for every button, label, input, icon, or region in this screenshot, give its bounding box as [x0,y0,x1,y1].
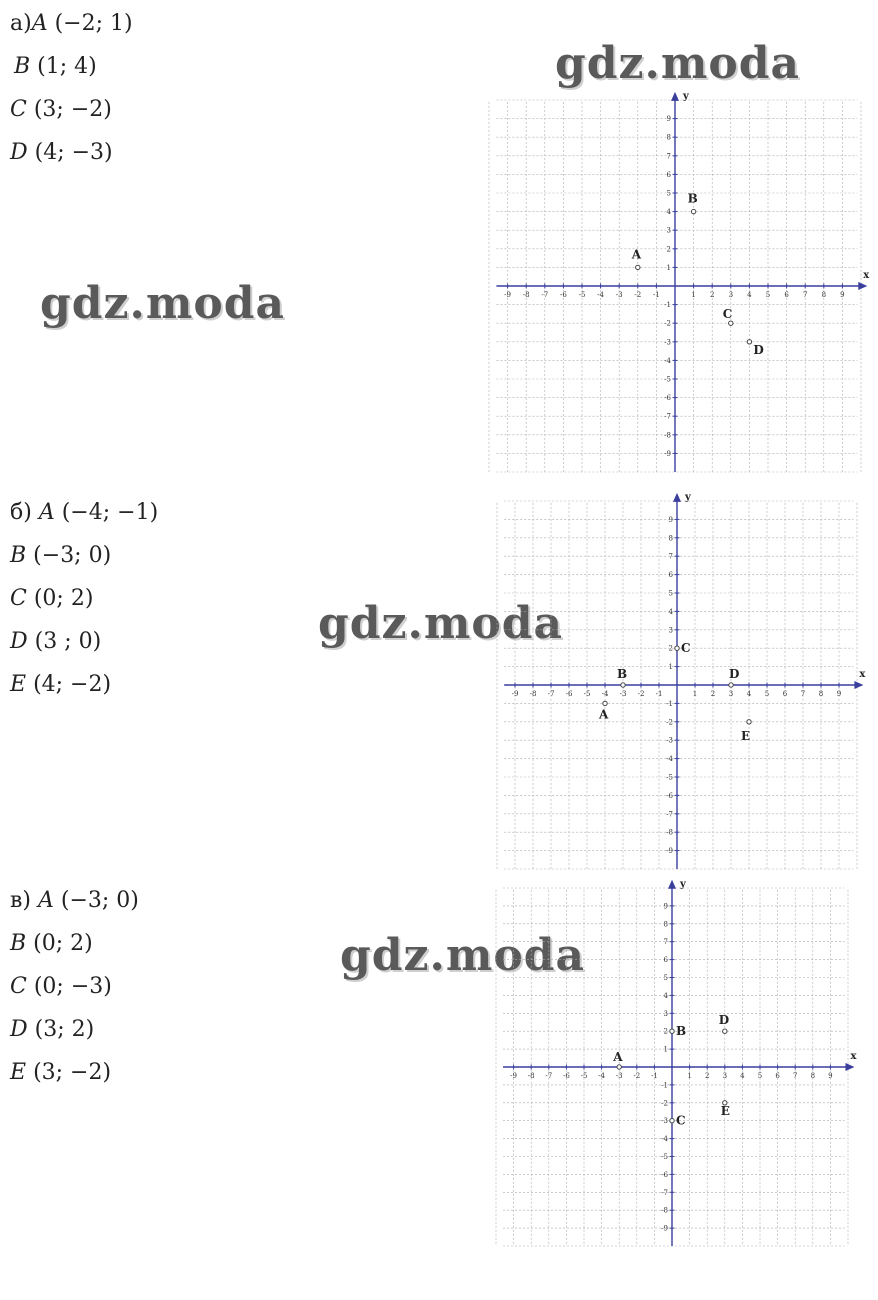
y-tick-label: 6 [666,170,671,179]
coord-line [10,663,158,706]
coord-line [10,2,133,45]
point-c [670,1119,674,1123]
x-tick-label: -3 [615,1072,623,1080]
point-label-e: E [720,1103,730,1118]
y-tick-label: 1 [668,663,673,672]
y-tick-label: 5 [668,589,673,598]
point-name: D [10,629,28,654]
coord-line [10,1008,139,1051]
y-tick-label: 3 [666,226,671,235]
y-tick-label: -6 [664,394,671,403]
point-label-c: C [676,1113,686,1128]
y-tick-label: 2 [668,644,673,653]
y-axis-label: y [685,491,691,503]
x-tick-label: -7 [547,690,555,698]
x-tick-label: 6 [784,291,789,299]
y-axis-arrow [671,92,679,101]
x-tick-label: -6 [562,1072,570,1080]
x-tick-label: 9 [828,1072,833,1080]
x-tick-label: -5 [580,1072,588,1080]
y-tick-label: 5 [666,189,671,198]
y-tick-label: 9 [663,902,668,911]
x-tick-label: 6 [782,690,788,698]
x-tick-label: 4 [740,1072,745,1080]
coord-value: (3; 2) [34,1017,95,1042]
coord-value: (−3; 0) [33,543,112,568]
y-tick-label: 8 [668,534,673,543]
coord-line [10,620,158,663]
coord-line [10,491,158,534]
y-tick-label: 6 [668,571,673,580]
point-label-c: C [722,307,733,322]
x-tick-label: 5 [764,690,770,698]
coord-line [10,88,133,131]
point-label-d: D [718,1013,730,1028]
point-b [621,683,625,687]
point-d [723,1029,727,1033]
point-name: A [37,888,54,913]
y-tick-label: -6 [661,1170,668,1179]
x-tick-label: -6 [559,291,567,299]
coord-line [10,131,133,174]
y-tick-label: -3 [664,338,671,347]
section-c [0,878,878,1278]
watermark: gdz.moda [555,38,801,89]
y-tick-label: -2 [661,1099,668,1108]
x-axis-label: x [859,669,866,680]
coord-value: (3; −2) [33,97,112,122]
y-tick-label: 3 [668,626,673,635]
point-label-a: A [613,1050,623,1064]
coord-value: (0; 2) [33,586,94,611]
x-tick-label: 8 [821,291,827,299]
y-tick-label: -9 [666,847,673,856]
y-tick-label: 4 [663,991,668,1000]
coord-value: (3; −2) [33,1060,112,1085]
point-b [691,209,695,213]
y-tick-label: 4 [668,607,673,616]
y-tick-label: -5 [666,773,673,782]
point-label-d: D [753,342,764,357]
coord-value: (3 ; 0) [34,629,102,654]
y-axis-arrow [673,493,681,502]
y-tick-label: -7 [664,412,671,421]
point-name: A [38,500,55,525]
x-axis-arrow [858,282,867,290]
point-b [670,1029,674,1033]
coord-prefix: а) [10,11,32,36]
coord-line [10,534,158,577]
x-tick-label: 8 [818,690,824,698]
y-tick-label: -1 [664,301,671,310]
x-tick-label: -1 [652,291,660,299]
y-tick-label: -4 [666,755,673,764]
point-name: E [10,1060,27,1085]
y-tick-label: -3 [666,736,673,745]
coord-line [10,577,158,620]
y-tick-label: -5 [664,375,671,384]
x-tick-label: -5 [583,690,591,698]
point-name: C [10,974,27,999]
point-name: B [14,54,31,79]
y-tick-label: 6 [663,956,668,965]
coord-value: (−3; 0) [60,888,139,913]
point-label-a: A [631,247,642,262]
x-tick-label: -4 [597,291,605,299]
x-tick-label: 3 [728,291,734,299]
y-tick-label: 2 [663,1027,668,1036]
y-tick-label: -8 [664,431,671,440]
y-tick-label: 9 [668,515,673,524]
y-tick-label: 3 [663,1009,668,1018]
x-tick-label: -4 [598,1072,606,1080]
point-name: D [10,140,28,165]
coordinate-plane-c [495,878,870,1252]
point-label-b: B [617,667,628,681]
x-tick-label: 1 [692,690,698,698]
point-name: E [10,672,27,697]
coord-prefix: в) [10,888,38,913]
point-name: A [31,11,48,36]
x-tick-label: -7 [541,291,549,299]
x-tick-label: 3 [728,690,734,698]
coord-prefix: б) [10,500,39,525]
y-tick-label: 7 [668,552,673,561]
coord-value: (0; −3) [33,974,112,999]
x-tick-label: -3 [615,291,623,299]
y-tick-label: -4 [664,356,671,365]
point-a [617,1065,621,1069]
x-axis-arrow [845,1063,854,1071]
point-label-d: D [729,667,740,681]
x-tick-label: 6 [775,1072,780,1080]
y-tick-label: -2 [666,718,673,727]
x-tick-label: -6 [565,690,573,698]
x-tick-label: -4 [601,690,609,698]
point-name: C [10,97,27,122]
section-b [0,490,878,875]
x-tick-label: -2 [637,690,645,698]
coord-value: (0; 2) [33,931,93,956]
coord-line [10,922,139,965]
coord-line [10,879,139,922]
x-tick-label: 7 [792,1072,798,1080]
y-tick-label: -7 [661,1188,668,1197]
coord-value: (−2; 1) [54,11,133,36]
coordinate-plane-b [495,491,870,870]
point-a [636,265,640,269]
x-tick-label: 2 [704,1072,710,1080]
point-name: C [10,586,27,611]
y-axis-label: y [680,878,686,890]
coord-value: (−4; −1) [61,500,159,525]
y-tick-label: 1 [666,263,671,272]
point-e [747,720,751,724]
y-tick-label: 2 [666,245,671,254]
y-tick-label: 1 [663,1045,668,1054]
y-tick-label: -5 [661,1153,668,1161]
x-tick-label: 9 [836,690,842,698]
x-tick-label: -3 [619,690,627,698]
y-tick-label: -1 [666,699,673,708]
coordinate-plane-a [495,90,870,484]
coords-list-b [10,491,158,706]
y-tick-label: -7 [666,810,673,819]
point-label-b: B [676,1024,687,1039]
point-c [675,646,679,650]
x-axis-label: x [863,270,870,281]
coord-value: (1; 4) [37,54,97,79]
x-tick-label: -9 [510,1072,518,1080]
coords-list-c [10,879,139,1094]
y-tick-label: -8 [661,1206,668,1215]
coord-value: (4; −2) [33,672,112,697]
y-tick-label: -1 [661,1081,668,1090]
point-c [729,321,733,325]
x-tick-label: 5 [765,291,771,299]
x-tick-label: 4 [746,690,752,698]
y-tick-label: 8 [666,133,671,142]
y-tick-label: 9 [666,115,671,124]
x-tick-label: -7 [545,1072,553,1080]
x-tick-label: 1 [687,1072,692,1080]
y-tick-label: -4 [661,1135,668,1144]
point-d [747,340,751,344]
point-label-e: E [741,728,751,743]
coord-line [10,1051,139,1094]
x-axis-arrow [854,681,863,689]
coords-list-a [10,2,133,174]
y-tick-label: -8 [666,828,673,837]
x-tick-label: 3 [722,1072,728,1080]
watermark: gdz.moda [40,278,286,329]
x-tick-label: -8 [527,1072,535,1080]
point-d [729,683,733,687]
y-tick-label: 8 [663,920,668,929]
watermark: gdz.moda [340,930,586,981]
point-label-b: B [687,191,698,206]
y-tick-label: -9 [661,1224,668,1233]
y-tick-label: 7 [666,152,671,161]
point-name: D [10,1017,28,1042]
y-axis-label: y [683,90,689,102]
point-name: B [10,931,27,956]
x-tick-label: -9 [504,291,512,299]
point-label-c: C [681,641,691,656]
coord-value: (4; −3) [34,140,113,165]
y-tick-label: 7 [663,938,668,947]
x-tick-label: 7 [802,291,808,299]
y-tick-label: 5 [663,974,668,982]
y-tick-label: -2 [664,319,671,328]
point-label-a: A [599,707,609,722]
x-tick-label: -1 [655,690,663,698]
point-a [603,701,607,705]
watermark: gdz.moda [318,598,564,649]
x-tick-label: -2 [634,291,642,299]
x-tick-label: -1 [650,1072,658,1080]
x-tick-label: 1 [691,291,696,299]
x-tick-label: -8 [522,291,530,299]
section-a [0,0,878,490]
x-tick-label: 5 [757,1072,763,1080]
x-tick-label: -5 [578,291,586,299]
y-tick-label: -3 [661,1117,668,1126]
y-axis-arrow [668,880,676,889]
x-tick-label: 9 [840,291,845,299]
x-axis-label: x [850,1051,857,1062]
x-tick-label: 2 [709,291,715,299]
coord-line [10,45,133,88]
x-tick-label: 8 [810,1072,816,1080]
x-tick-label: 4 [747,291,752,299]
y-tick-label: 4 [666,208,671,217]
y-tick-label: -9 [664,449,671,458]
y-tick-label: -6 [666,791,673,800]
x-tick-label: -2 [633,1072,641,1080]
x-tick-label: -9 [511,690,519,698]
x-tick-label: -8 [529,690,537,698]
x-tick-label: 7 [800,690,806,698]
point-name: B [10,543,27,568]
x-tick-label: 2 [710,690,716,698]
coord-line [10,965,139,1008]
